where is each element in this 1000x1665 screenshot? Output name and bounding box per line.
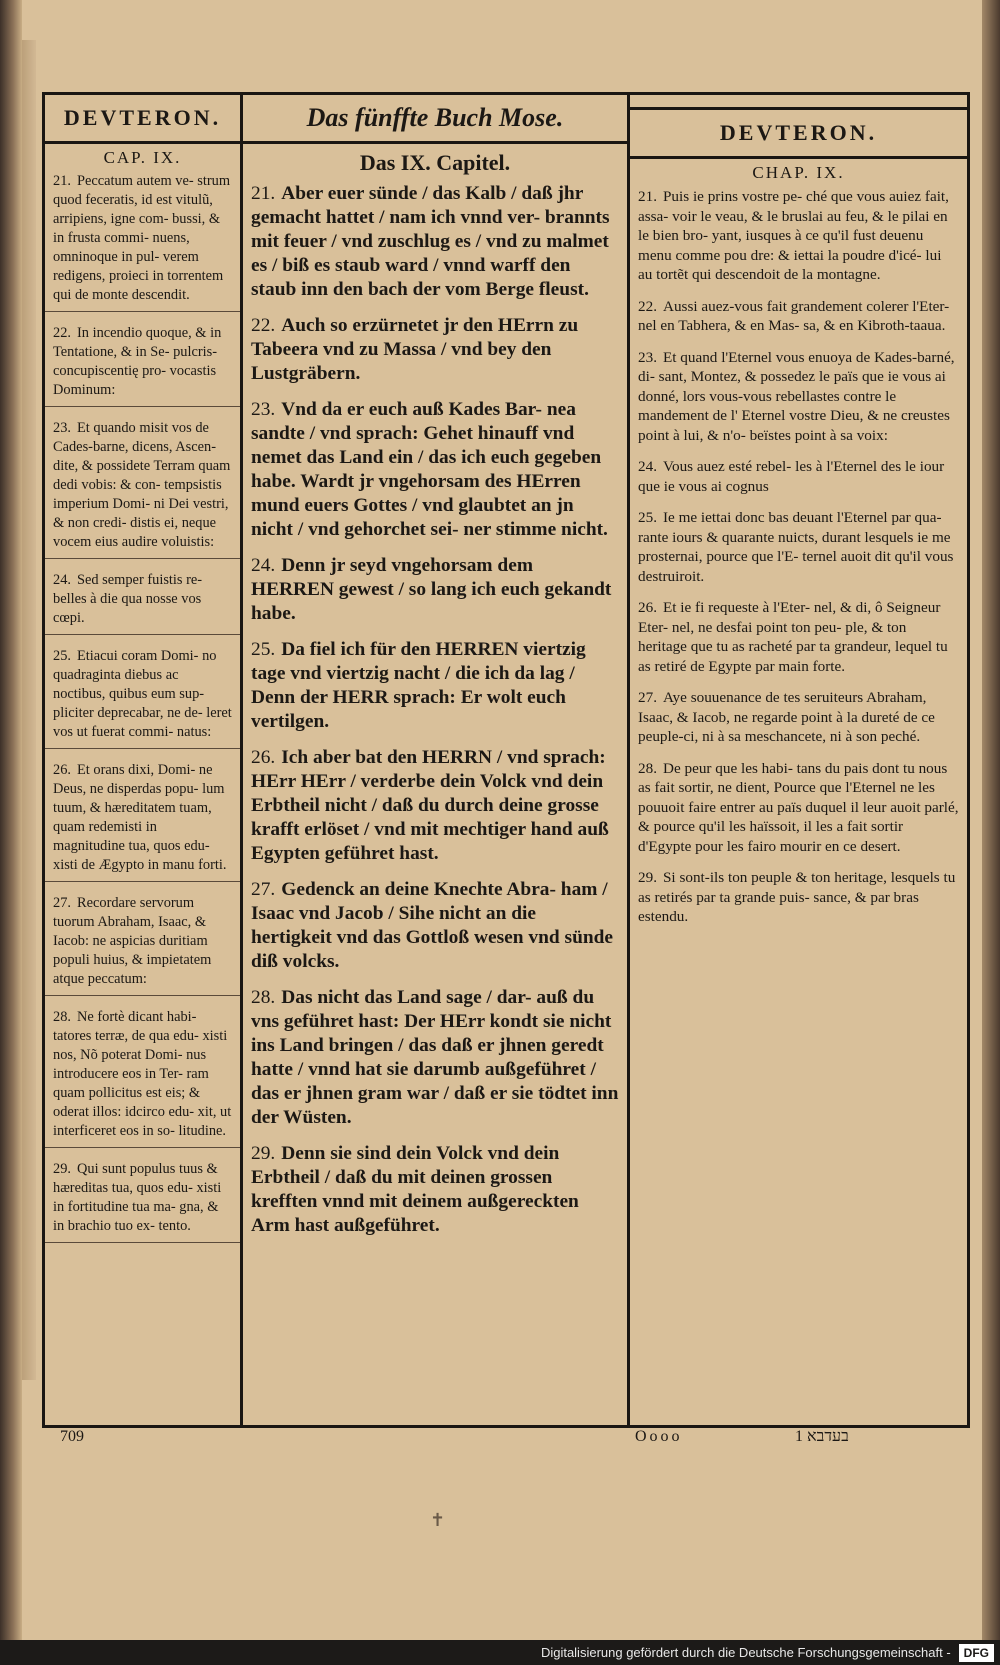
verse-number: 27. (638, 689, 657, 706)
middle-verse (243, 1142, 627, 1238)
hebrew-catchword: בעדבא 1 (795, 1428, 849, 1445)
right-verse (630, 598, 967, 676)
verse-text: Denn sie sind dein Volck vnd dein Erbtheil / daß du mit deinen grossen krefften vnnd mit deinem außgereckten Arm hast außgeführet. (251, 1143, 579, 1236)
verse-text: De peur que les habi- tans du pais dont tu nous as fait sortir, ne dient, Pource que l'Eternel ne les pouuoit faire entrer au païs duquel il leur auoit parlé, & pource qu'il les haïssoit, il les a fait sortir d'Egypte pour les fairo mourir en ce desert. (638, 759, 959, 855)
verse-text: Ne fortè dicant habi- tatores terræ, de qua edu- xisti nos, Nõ poterat Domi- nus introducere eos in Ter- ram quam pollicitus est eis; & oderat illos: idcirco edu- xit, ut interficeret eos in so- litudine. (53, 1009, 232, 1139)
french-verses (630, 187, 967, 927)
right-verse (630, 688, 967, 747)
verse-number: 22. (638, 297, 657, 315)
left-verse (45, 894, 240, 996)
latin-running-head: DEVTERON. (45, 95, 240, 144)
middle-verse (243, 986, 627, 1130)
verse-text: Et orans dixi, Domi- ne Deus, ne disperdas popu- lum tuum, & hæreditatem tuam, quam redemisti in magnitudine tua, quos edu- xisti de Ægypto in manu forti. (53, 762, 227, 873)
left-verse (45, 1160, 240, 1243)
german-running-head: Das fünffte Buch Mose. (243, 95, 627, 144)
german-verses (243, 182, 627, 1238)
verse-number: 24. (251, 555, 276, 576)
verse-number: 28. (53, 1009, 71, 1025)
verse-text: In incendio quoque, & in Tentatione, & in Se- pulcris-concupiscentię pro- vocastis Dominum: (53, 325, 222, 398)
verse-number: 28. (638, 759, 657, 777)
left-verse (45, 647, 240, 749)
verse-text: Aussi auez-vous fait grandement colerer l'Eter- nel en Tabhera, & en Mas- sa, & en Kibroth-taaua. (638, 297, 950, 334)
middle-verse (243, 554, 627, 626)
verse-number: 25. (251, 639, 276, 660)
middle-verse (243, 878, 627, 974)
right-verse (630, 187, 967, 285)
verse-number: 22. (53, 325, 71, 341)
registration-mark-icon: ✝ (430, 1510, 446, 1530)
verse-text: Denn jr seyd vngehorsam dem HERREN gewest / so lang ich euch gekandt habe. (251, 555, 612, 624)
left-verse (45, 324, 240, 407)
right-verse (630, 348, 967, 446)
right-verse (630, 868, 967, 927)
middle-verse (243, 182, 627, 302)
verse-number: 27. (53, 895, 71, 911)
verse-number: 28. (251, 987, 276, 1008)
middle-verse (243, 746, 627, 866)
right-verse (630, 457, 967, 496)
signature-mark: Oooo (635, 1428, 683, 1445)
facing-page-edge (22, 40, 36, 1380)
verse-number: 29. (251, 1143, 276, 1164)
verse-number: 24. (53, 572, 71, 588)
verse-text: Vous auez esté rebel- les à l'Eternel des le iour que ie vous ai cognus (638, 458, 945, 495)
verse-text: Aye souuenance de tes seruiteurs Abraham, Isaac, & Iacob, ne regarde point à la dureté de ce peuple-ci, ni à sa meschancete, ni à son peché. (638, 689, 935, 745)
middle-verse (243, 638, 627, 734)
left-verse (45, 172, 240, 312)
left-verse (45, 571, 240, 635)
verse-number: 29. (53, 1161, 71, 1177)
german-column (243, 95, 630, 1425)
verse-text: Peccatum autem ve- strum quod feceratis, id est vitulũ, arripiens, igne com- bussi, & in frusta commi- nuens, omninoque in pul- verem redigens, proieci in torrentem qui de monte descendit. (53, 173, 231, 303)
text-frame (42, 92, 970, 1428)
verse-text: Da fiel ich für den HERREN viertzig tage vnd viertzig nacht / die ich da lag / Denn der HERR sprach: Er wolt euch vertilgen. (251, 639, 586, 732)
verse-text: Sed semper fuistis re- belles à die qua nosse vos cœpi. (53, 572, 203, 626)
french-column (630, 95, 967, 1425)
french-running-head: DEVTERON. (630, 107, 967, 159)
verse-number: 27. (251, 879, 276, 900)
right-verse (630, 759, 967, 857)
verse-number: 22. (251, 315, 276, 336)
verse-text: Auch so erzürnetet jr den HErrn zu Tabeera vnd zu Massa / vnd bey den Lustgräbern. (251, 315, 579, 384)
verse-text: Et quand l'Eternel vous enuoya de Kades-barné, di- sant, Montez, & possedez le païs que ie vous ai donné, lors vous-vous rebellastes contre le mandement de l' Eternel vostre Dieu, & ne creustes point à lui, & n'o- beïstes point à sa voix: (638, 348, 955, 444)
verse-number: 21. (251, 183, 276, 204)
latin-column (45, 95, 243, 1425)
verse-text: Ich aber bat den HERRN / vnd sprach: HErr HErr / verderbe dein Volck vnd dein Erbtheil nicht / daß du durch deine grosse krafft erlöset / vnd mit mechtiger hand auß Egypten geführet hast. (251, 747, 609, 864)
verse-number: 25. (53, 648, 71, 664)
verse-text: Si sont-ils ton peuple & ton heritage, lesquels tu as retirés par ta grande puis- sance, & par bras estendu. (638, 869, 956, 925)
verse-text: Recordare servorum tuorum Abraham, Isaac, & Iacob: ne aspicias duritiam populi huius, & impietatem atque peccatum: (53, 895, 212, 987)
verse-number: 23. (251, 399, 276, 420)
verse-number: 21. (53, 173, 71, 189)
verse-number: 26. (251, 747, 276, 768)
left-verse (45, 1008, 240, 1148)
verse-number: 21. (638, 188, 657, 205)
verse-text: Aber euer sünde / das Kalb / daß jhr gemacht hattet / nam ich vnnd ver- brannts mit feuer / vnd zuschlug es / vnd zu malmet es / biß es staub ward / vnnd warff den staub inn den bach der vom Berge fleust. (251, 183, 610, 300)
verse-text: Das nicht das Land sage / dar- auß du vns geführet hast: Der HErr kondt sie nicht ins Land bringen / das daß er jhnen geredt hatte / vnnd hat sie darumb außgeführet / das er jhnen gram war / daß er sie tödtet inn der Wüsten. (251, 987, 619, 1128)
middle-verse (243, 398, 627, 542)
verse-number: 23. (53, 420, 71, 436)
verse-text: Et quando misit vos de Cades-barne, dicens, Ascen- dite, & possidete Terram quam dedi vobis: & con- tempsistis imperium Domi- ni Dei vestri, & non credi- distis ei, neque vocem eius audire voluistis: (53, 420, 231, 550)
verse-text: Qui sunt populus tuus & hæreditas tua, quos edu- xisti in fortitudine tua ma- gna, & in brachio tuo ex- tento. (53, 1161, 222, 1234)
left-verse (45, 419, 240, 559)
verse-text: Ie me iettai donc bas deuant l'Eternel par qua- rante iours & quarante nuicts, durant lesquels ie me prosternai, pource que l'E- ternel auoit dit qu'il vous destruiroit. (638, 509, 954, 585)
french-chapter-heading: CHAP. IX. (752, 163, 845, 182)
verse-number: 26. (53, 762, 71, 778)
verse-text: Puis ie prins vostre pe- ché que vous auiez fait, assa- voir le veau, & le bruslai au feu, & le pilai en le bien bro- yant, iusques à ce qu'il fust deuenu menu comme pou dre: & iettai la poudre d'icé- lui au tortẽt qui descendoit de la montagne. (638, 188, 949, 283)
right-verse (630, 297, 967, 336)
page-edge-shadow (982, 0, 1000, 1640)
german-chapter-heading: Das IX. Capitel. (359, 150, 511, 175)
middle-verse (243, 314, 627, 386)
latin-chapter-heading: CAP. IX. (103, 148, 182, 167)
verse-number: 24. (638, 458, 657, 475)
left-verse (45, 761, 240, 882)
book-spine (0, 0, 22, 1640)
dfg-logo: DFG (959, 1644, 994, 1662)
verse-number: 26. (638, 599, 657, 616)
credit-text: Digitalisierung gefördert durch die Deutsche Forschungsgemeinschaft - (540, 1645, 951, 1660)
verse-text: Vnd da er euch auß Kades Bar- nea sandte / vnd sprach: Gehet hinauff vnd nemet das Land ein / das ich euch gegeben habe. Wardt jr vngehorsam des HErren mund euers Gottes / vnd glaubtet an jn nicht / vnd gehorchet sei- ner stimme nicht. (251, 399, 608, 540)
page-number: 709 (60, 1428, 84, 1445)
digitization-credit-bar (0, 1640, 1000, 1665)
verse-number: 25. (638, 509, 657, 526)
right-verse (630, 508, 967, 586)
page-footer (60, 1428, 960, 1454)
verse-number: 29. (638, 869, 657, 886)
verse-number: 23. (638, 348, 657, 366)
verse-text: Gedenck an deine Knechte Abra- ham / Isaac vnd Jacob / Sihe nicht an die hertigkeit vnd das Gottloß wesen vnd sünde diß volcks. (251, 879, 614, 972)
latin-verses (45, 172, 240, 1243)
verse-text: Etiacui coram Domi- no quadraginta diebus ac noctibus, quibus eum sup- pliciter deprecabar, ne de- leret vos ut fuerat commi- natus: (53, 648, 232, 740)
verse-text: Et ie fi requeste à l'Eter- nel, & di, ô Seigneur Eter- nel, ne desfai point ton peu- ple, & ton heritage que tu as racheté par ta grandeur, lequel tu as retiré de Egypte par main forte. (638, 599, 948, 675)
